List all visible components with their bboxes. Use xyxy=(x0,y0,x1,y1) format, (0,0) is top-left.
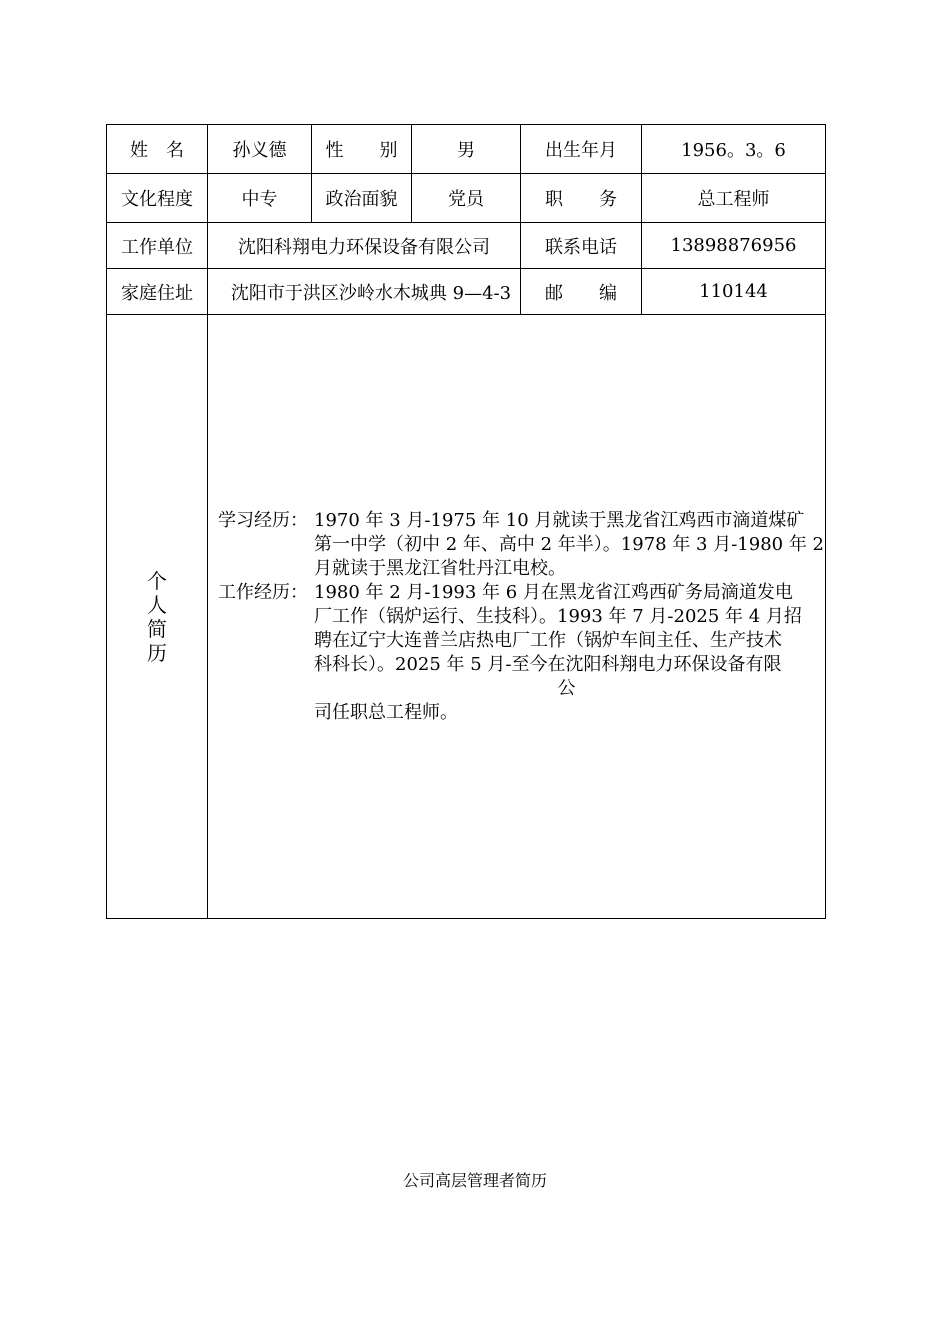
education-label: 文化程度 xyxy=(107,174,208,223)
footer-caption: 公司高层管理者简历 xyxy=(402,1171,547,1190)
study-history xyxy=(218,509,825,581)
work-line: 1980 年 2 月-1993 年 6 月在黑龙省江鸡西矿务局滴道发电 xyxy=(314,581,793,603)
position-label: 职 务 xyxy=(521,174,642,223)
address-label: 家庭住址 xyxy=(107,269,208,315)
name-label: 姓 名 xyxy=(107,125,208,174)
study-line: 第一中学（初中 2 年、高中 2 年半）。1978 年 3 月-1980 年 2 xyxy=(314,533,825,555)
work-line: 科科长）。2025 年 5 月-至今在沈阳科翔电力环保设备有限 xyxy=(314,653,782,675)
work-line: 聘在辽宁大连普兰店热电厂工作（锅炉车间主任、生产技术 xyxy=(314,629,782,651)
resume-table xyxy=(106,124,826,919)
employer-value: 沈阳科翔电力环保设备有限公司 xyxy=(208,223,521,269)
work-history xyxy=(218,581,819,725)
work-line: 厂工作（锅炉运行、生技科）。1993 年 7 月-2025 年 4 月招 xyxy=(314,605,802,627)
birth-value: 1956。3。6 xyxy=(642,125,826,174)
gender-label: 性 别 xyxy=(312,125,412,174)
name-value: 孙义德 xyxy=(208,125,312,174)
work-label: 工作经历： xyxy=(218,581,308,603)
work-line: 公 xyxy=(557,677,576,699)
gender-value: 男 xyxy=(412,125,521,174)
study-line: 月就读于黑龙江省牡丹江电校。 xyxy=(314,557,566,579)
resume-content-cell xyxy=(208,315,826,919)
postcode-value: 110144 xyxy=(642,269,826,315)
phone-value: 13898876956 xyxy=(642,223,826,269)
study-label: 学习经历： xyxy=(218,509,308,531)
address-value: 沈阳市于洪区沙岭水木城典 9—4-3 xyxy=(208,269,521,315)
political-value: 党员 xyxy=(412,174,521,223)
employer-label: 工作单位 xyxy=(107,223,208,269)
study-line: 1970 年 3 月-1975 年 10 月就读于黑龙省江鸡西市滴道煤矿 xyxy=(314,509,805,531)
phone-label: 联系电话 xyxy=(521,223,642,269)
postcode-label: 邮 编 xyxy=(521,269,642,315)
position-value: 总工程师 xyxy=(642,174,826,223)
political-label: 政治面貌 xyxy=(312,174,412,223)
education-value: 中专 xyxy=(208,174,312,223)
resume-content xyxy=(208,509,825,725)
resume-label-cell xyxy=(107,315,208,919)
resume-label: 个 人 简 历 xyxy=(147,568,167,665)
birth-label: 出生年月 xyxy=(521,125,642,174)
work-line: 司任职总工程师。 xyxy=(314,701,458,723)
